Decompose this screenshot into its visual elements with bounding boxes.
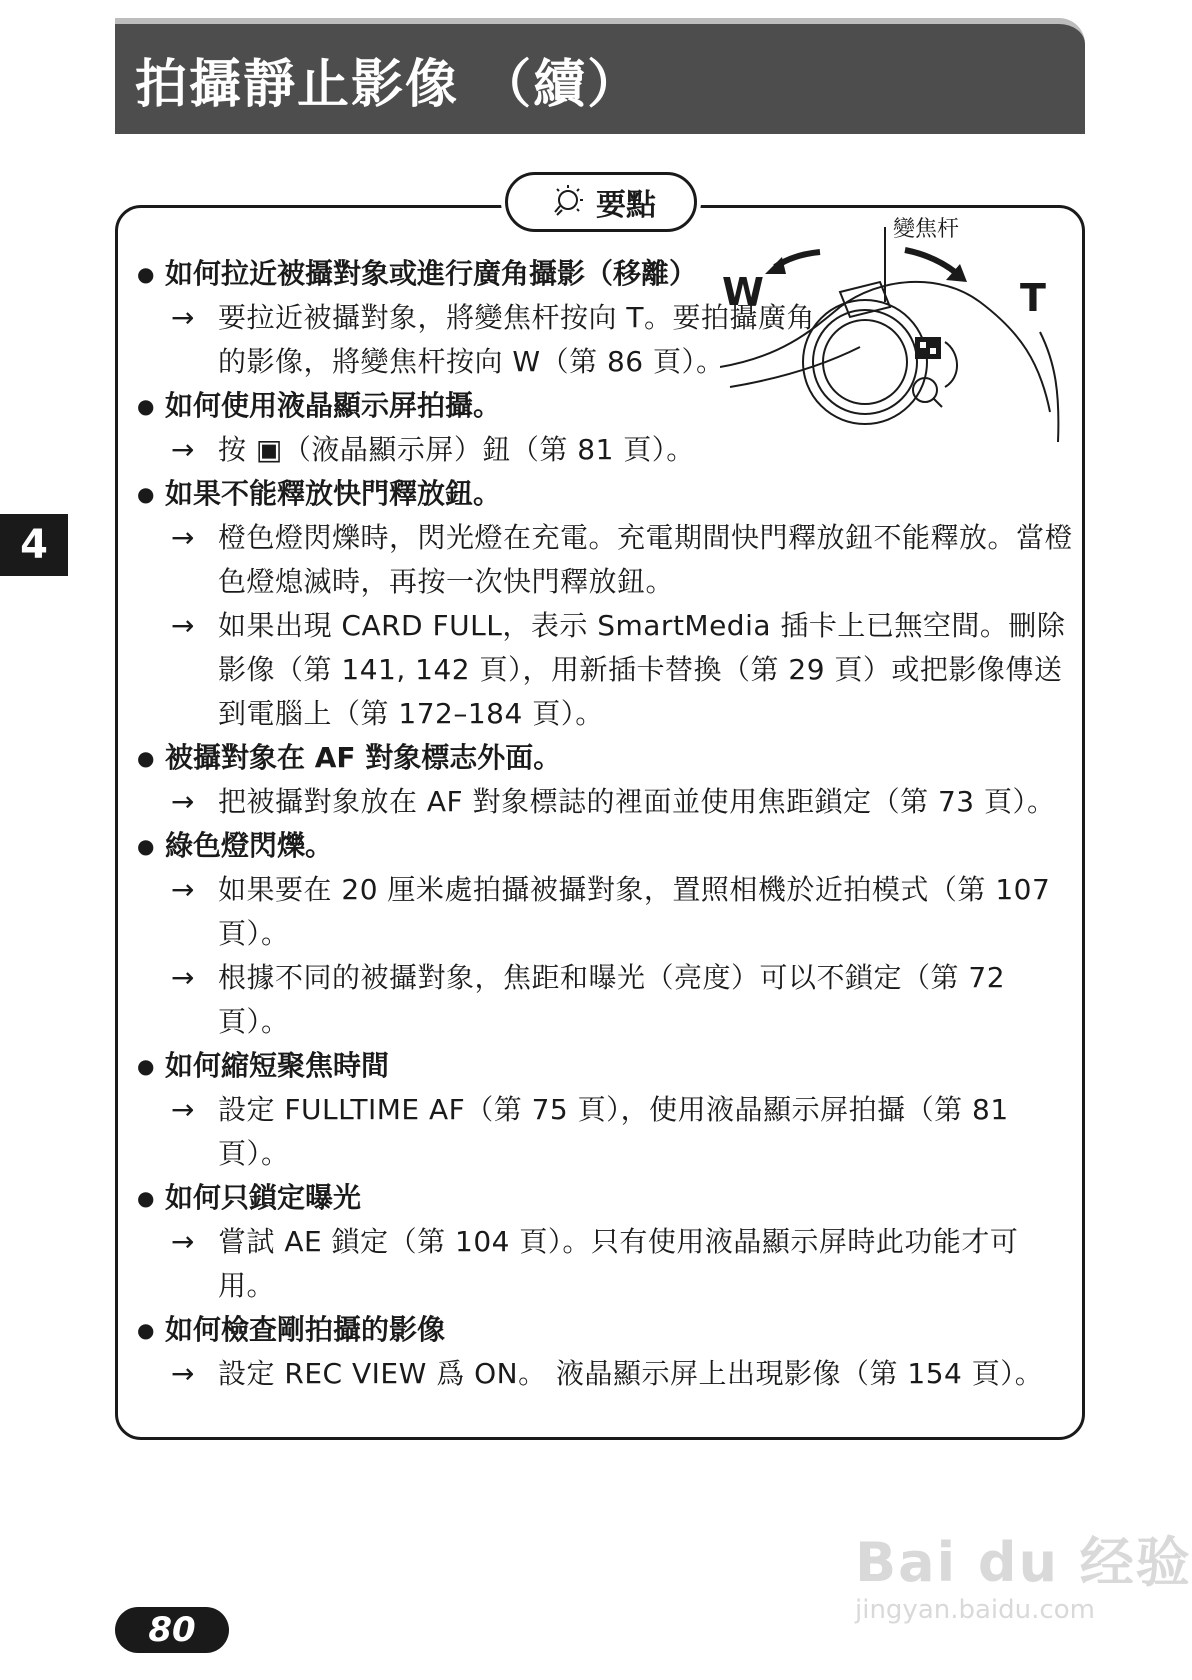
list-item	[135, 824, 1075, 1044]
answer-text: 按 ▣（液晶顯示屏）鈕（第 81 頁）。	[218, 433, 695, 466]
bullet-icon: ●	[137, 746, 155, 770]
list-item	[135, 252, 1075, 384]
bullet-icon: ●	[137, 1186, 155, 1210]
list-item	[135, 472, 1075, 736]
arrow-icon: →	[171, 785, 195, 818]
question-text: 如何檢查剛拍攝的影像	[165, 1313, 446, 1346]
answer	[135, 296, 828, 384]
list-item	[135, 384, 1075, 472]
question	[135, 472, 1075, 516]
question	[135, 736, 1075, 780]
arrow-icon: →	[171, 521, 195, 554]
bullet-icon: ●	[137, 262, 155, 286]
answer-text: 根據不同的被攝對象，焦距和曝光（亮度）可以不鎖定（第 72 頁）。	[218, 961, 1006, 1038]
arrow-icon: →	[171, 961, 195, 994]
arrow-icon: →	[171, 433, 195, 466]
question	[135, 1044, 1075, 1088]
w-label: W	[722, 270, 764, 314]
question-text: 如果不能釋放快門釋放鈕。	[165, 477, 502, 510]
list-item	[135, 1308, 1075, 1396]
question-text: 綠色燈閃爍。	[165, 829, 334, 862]
answer	[135, 1088, 1075, 1176]
answer-text: 橙色燈閃爍時，閃光燈在充電。充電期間快門釋放鈕不能釋放。當橙色燈熄滅時，再按一次快門釋放鈕。	[218, 521, 1074, 598]
answer	[135, 1220, 1075, 1308]
arrow-icon: →	[171, 873, 195, 906]
list-item	[135, 1044, 1075, 1176]
answer-text: 要拉近被攝對象，將變焦杆按向 T。要拍攝廣角的影像，將變焦杆按向 W（第 86 頁）。	[218, 301, 816, 378]
page-number: 80	[115, 1607, 229, 1653]
question	[135, 252, 1075, 296]
watermark-url: jingyan.baidu.com	[855, 1595, 1095, 1625]
question-text: 如何拉近被攝對象或進行廣角攝影（移離）	[165, 257, 698, 290]
arrow-icon: →	[171, 1225, 195, 1258]
question	[135, 384, 1075, 428]
answer	[135, 868, 1075, 956]
answer	[135, 1352, 1075, 1396]
bullet-icon: ●	[137, 482, 155, 506]
arrow-icon: →	[171, 609, 195, 642]
answer-text: 如果要在 20 厘米處拍攝被攝對象，置照相機於近拍模式（第 107 頁）。	[218, 873, 1051, 950]
answer	[135, 956, 1075, 1044]
arrow-icon: →	[171, 301, 195, 334]
answer-text: 設定 FULLTIME AF（第 75 頁），使用液晶顯示屏拍攝（第 81 頁）。	[218, 1093, 1009, 1170]
zoom-lever-label: 變焦杆	[893, 217, 960, 242]
answer-text: 把被攝對象放在 AF 對象標誌的裡面並使用焦距鎖定（第 73 頁）。	[218, 785, 1056, 818]
arrow-icon: →	[171, 1357, 195, 1390]
question-text: 如何縮短聚焦時間	[165, 1049, 390, 1082]
answer-text: 設定 REC VIEW 爲 ON。 液晶顯示屏上出現影像（第 154 頁）。	[218, 1357, 1044, 1390]
bullet-icon: ●	[137, 1054, 155, 1078]
answer-text: 如果出現 CARD FULL，表示 SmartMedia 插卡上已無空間。刪除影像（第 141, 142 頁），用新插卡替換（第 29 頁）或把影像傳送到電腦上（第 172–184 頁）。	[218, 609, 1066, 730]
bullet-icon: ●	[137, 394, 155, 418]
title-bar	[115, 18, 1085, 134]
question-text: 如何只鎖定曝光	[165, 1181, 362, 1214]
answer	[135, 428, 1075, 472]
question-text: 被攝對象在 AF 對象標志外面。	[165, 741, 562, 774]
question-text: 如何使用液晶顯示屏拍攝。	[165, 389, 502, 422]
list-item	[135, 1176, 1075, 1308]
arrow-icon: →	[171, 1093, 195, 1126]
t-label: T	[1020, 276, 1046, 320]
list-item	[135, 736, 1075, 824]
watermark-logo: Bai du 经验	[855, 1531, 1192, 1594]
question	[135, 1308, 1075, 1352]
chapter-tab: 4	[0, 514, 68, 576]
answer	[135, 780, 1075, 824]
bullet-icon: ●	[137, 1318, 155, 1342]
question	[135, 1176, 1075, 1220]
answer	[135, 604, 1075, 736]
tips-title: 要點	[596, 188, 656, 223]
bullet-icon: ●	[137, 834, 155, 858]
tips-label	[505, 172, 697, 232]
answer	[135, 516, 1075, 604]
answer-text: 嘗試 AE 鎖定（第 104 頁）。只有使用液晶顯示屏時此功能才可用。	[218, 1225, 1019, 1302]
page-title: 拍攝靜止影像 （續）	[135, 55, 642, 115]
question	[135, 824, 1075, 868]
lightbulb-icon	[546, 182, 586, 222]
tips-list	[135, 252, 1075, 1396]
